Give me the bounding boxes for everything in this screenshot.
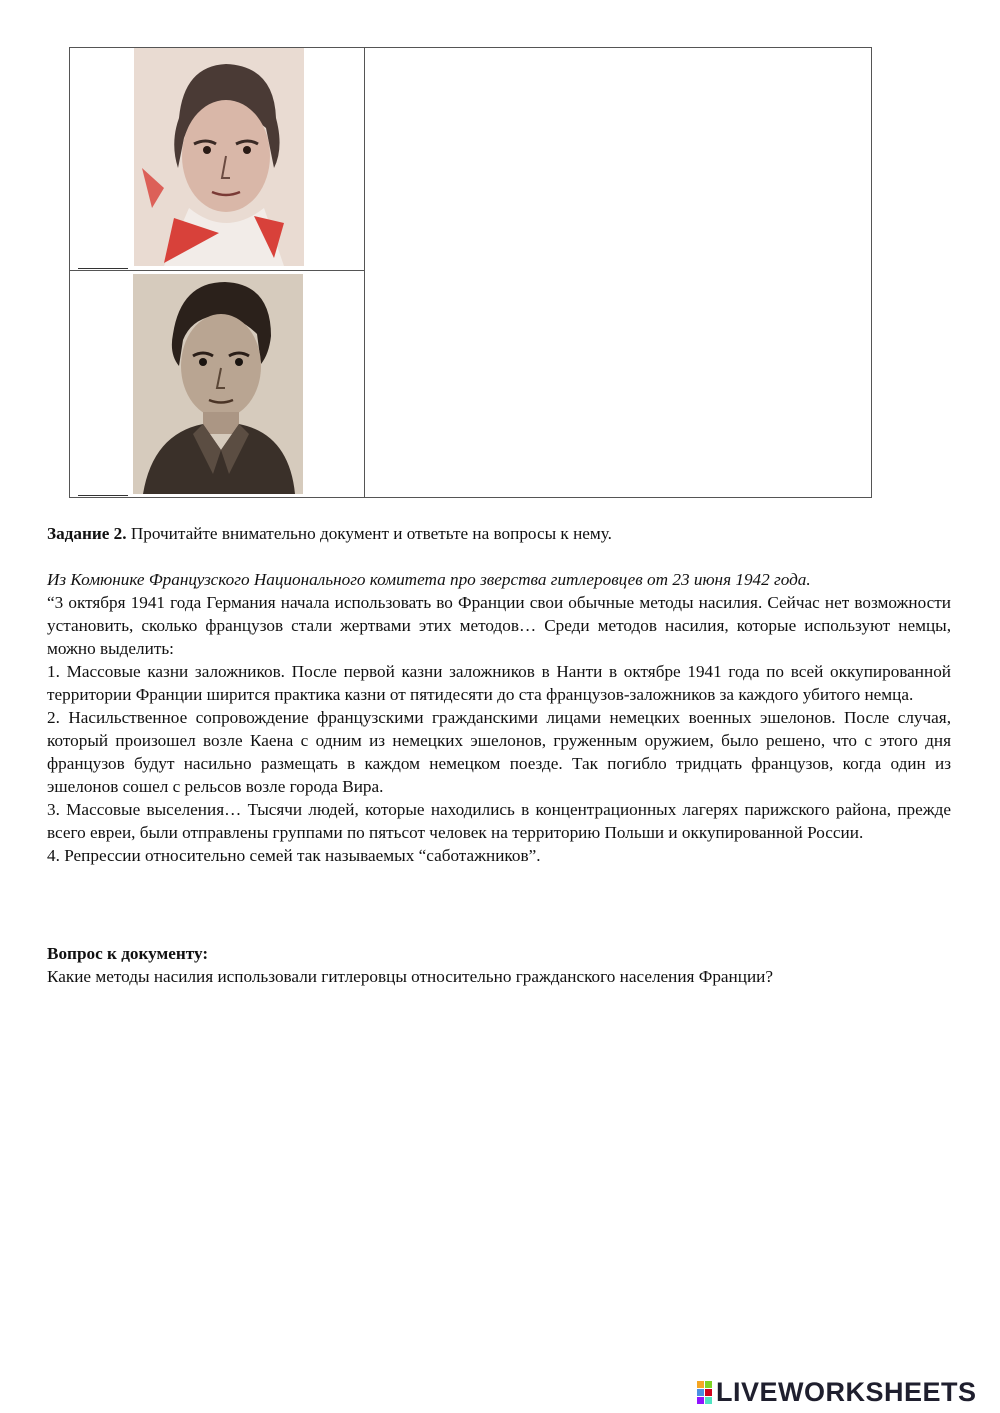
logo-square [705,1389,712,1396]
document-point-2: 2. Насильственное сопровождение французскими гражданскими лицами немецких военных эшелонов. После случая, который произошел возле Каена с одним из немецких эшелонов, груженным оружием, было решено, что с этого дня французов будут насильно размещать в каждом немецком поезде. Так погибло тридцать французов, когда один из эшелонов сошел с рельсов возле города Вира. [47,708,951,796]
liveworksheets-logo[interactable] [697,1377,977,1407]
logo-square [705,1397,712,1404]
answer-blank-2[interactable] [78,495,128,496]
answer-area[interactable] [365,48,871,497]
document-excerpt [47,568,951,867]
document-intro: “3 октября 1941 года Германия начала использовать во Франции свои обычные методы насилия. Сейчас нет возможности установить, сколько французов стали жертвами этих методов… Среди методов насилия, которые используют немцы, можно выделить: [47,593,951,658]
table-divider-horizontal [70,270,364,271]
young-man-photo [133,274,303,494]
logo-mark-icon [697,1381,712,1404]
answer-blank-1[interactable] [78,268,128,269]
logo-square [697,1397,704,1404]
task-2-text: Прочитайте внимательно документ и ответьте на вопросы к нему. [126,524,612,543]
document-point-4: 4. Репрессии относительно семей так называемых “саботажников”. [47,846,541,865]
logo-square [697,1381,704,1388]
question-title: Вопрос к документу: [47,944,209,963]
logo-text: LIVEWORKSHEETS [716,1376,977,1407]
portrait-pioneer-boy [134,48,304,266]
logo-square [705,1381,712,1388]
portrait-young-man [133,274,303,494]
task-2-instruction [47,522,951,545]
document-point-1: 1. Массовые казни заложников. После первой казни заложников в Нанти в октябре 1941 года по всей оккупированной территории Франции ширится практика казни от пятидесяти до ста французов-заложников за каждого убитого немца. [47,662,951,704]
task-2-label: Задание 2. [47,524,127,543]
document-question [47,942,951,988]
logo-square [697,1389,704,1396]
document-point-3: 3. Массовые выселения… Тысячи людей, которые находились в концентрационных лагерях парижского района, прежде всего евреи, были отправлены группами по пятьсот человек на территорию Польши и оккупированной России. [47,800,951,842]
document-source: Из Комюнике Французского Национального комитета про зверства гитлеровцев от 23 июня 1942 года. [47,570,811,589]
portrait-table [69,47,872,498]
pioneer-boy-drawing [134,48,304,266]
question-text: Какие методы насилия использовали гитлеровцы относительно гражданского населения Франции? [47,967,773,986]
